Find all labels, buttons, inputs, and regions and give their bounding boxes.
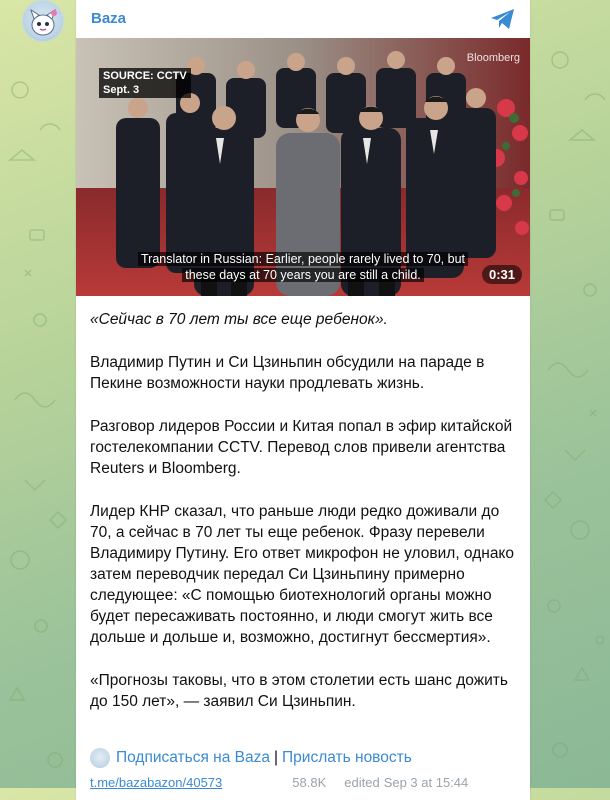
post-permalink[interactable]: t.me/bazabazon/40573 bbox=[90, 775, 223, 790]
share-button[interactable] bbox=[488, 6, 518, 32]
post-links bbox=[90, 748, 412, 768]
source-date: Sept. 3 bbox=[103, 84, 140, 96]
post-text bbox=[90, 309, 520, 734]
cartoon-character-icon bbox=[23, 1, 63, 41]
channel-avatar[interactable] bbox=[22, 0, 64, 42]
video-player[interactable] bbox=[76, 38, 530, 296]
channel-post bbox=[76, 0, 530, 800]
post-quote: «Сейчас в 70 лет ты все еще ребенок». bbox=[90, 311, 388, 328]
baza-mascot-icon bbox=[90, 748, 110, 768]
subscribe-link[interactable]: Подписаться на Baza bbox=[116, 749, 270, 766]
bloomberg-watermark: Bloomberg bbox=[466, 52, 520, 64]
view-count: 58.8K bbox=[292, 775, 327, 790]
source-badge bbox=[99, 68, 191, 98]
subtitle-text: Translator in Russian: Earlier, people rarely lived to 70, but these days at 70 years you are still a child. bbox=[138, 252, 468, 282]
source-label: SOURCE: CCTV bbox=[103, 70, 187, 82]
video-duration: 0:31 bbox=[482, 265, 522, 284]
post-paragraph: Разговор лидеров России и Китая попал в эфир китайской гостелекомпании CCTV. Перевод слов привели агентства Reuters и Bloomberg. bbox=[90, 418, 513, 477]
post-paragraph: Лидер КНР сказал, что раньше люди редко доживали до 70, а сейчас в 70 лет ты еще ребенок. Фразу перевели Владимиру Путину. Его ответ микрофон не уловил, однако затем переводчик передал Си Цзиньпину примерно следующее: «С помощью биотехнологий органы можно будет пересаживать постоянно, и люди смогут жить все дольше и дольше и, возможно, достигнут бессмертия». bbox=[90, 503, 515, 646]
post-paragraph: «Прогнозы таковы, что в этом столетии есть шанс дожить до 150 лет», — заявил Си Цзиньпин. bbox=[90, 672, 508, 710]
send-news-link[interactable]: Прислать новость bbox=[282, 749, 412, 766]
video-subtitle bbox=[136, 251, 470, 283]
post-timestamp: Sep 3 at 15:44 bbox=[383, 775, 469, 790]
channel-name[interactable]: Baza bbox=[91, 10, 127, 27]
telegram-send-icon bbox=[488, 6, 518, 32]
edited-label: edited bbox=[344, 775, 380, 790]
post-paragraph: Владимир Путин и Си Цзиньпин обсудили на параде в Пекине возможности науки продлевать жизнь. bbox=[90, 354, 485, 392]
link-separator: | bbox=[274, 749, 279, 766]
